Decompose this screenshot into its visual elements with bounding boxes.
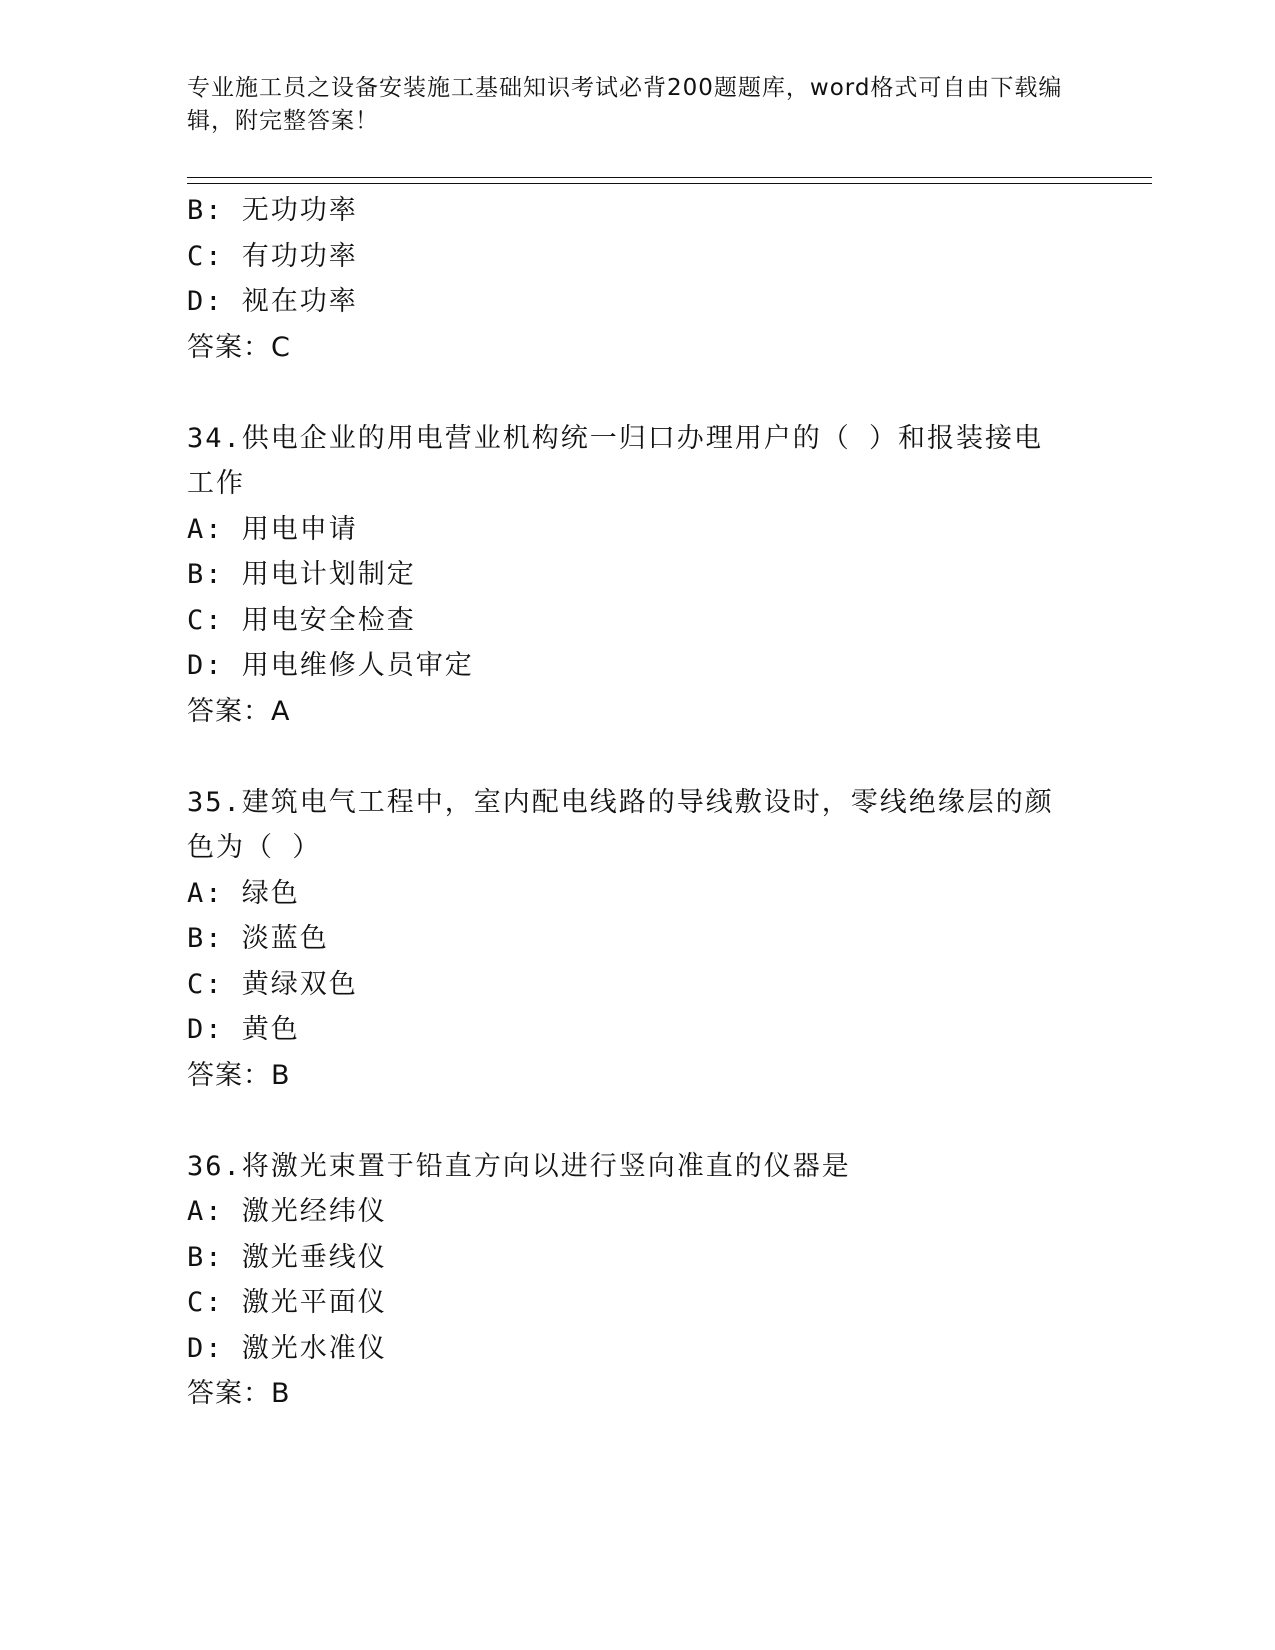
question-text: 36.将激光束置于铅直方向以进行竖向准直的仪器是	[187, 1150, 851, 1182]
option-b: B: 淡蓝色	[187, 923, 329, 954]
question-34	[187, 416, 1087, 735]
spacer	[187, 370, 1087, 416]
question-text: 34.供电企业的用电营业机构统一归口办理用户的（ ）和报装接电工作	[187, 422, 1044, 499]
answer-line: 答案：B	[187, 1059, 291, 1091]
document-header: 专业施工员之设备安装施工基础知识考试必背200题题库，word格式可自由下载编辑，附完整答案！	[187, 75, 1063, 134]
option-c: C: 黄绿双色	[187, 968, 358, 1000]
spacer	[187, 1098, 1087, 1144]
option-a: A: 绿色	[187, 877, 300, 909]
option-c: C: 有功功率	[187, 240, 358, 272]
question-text: 35.建筑电气工程中，室内配电线路的导线敷设时，零线绝缘层的颜色为（ ）	[187, 786, 1054, 863]
option-b: B: 用电计划制定	[187, 559, 416, 590]
option-d: D: 视在功率	[187, 286, 358, 317]
option-d: D: 用电维修人员审定	[187, 650, 474, 681]
option-b: B: 无功功率	[187, 195, 358, 226]
option-a: A: 用电申请	[187, 513, 358, 545]
header-divider-top	[187, 177, 1152, 178]
option-c: C: 激光平面仪	[187, 1287, 387, 1318]
question-35	[187, 780, 1087, 1099]
answer-line: 答案：C	[187, 331, 291, 363]
question-33-tail	[187, 188, 1087, 370]
answer-line: 答案：A	[187, 695, 291, 727]
question-content	[187, 188, 1087, 1417]
option-d: D: 激光水准仪	[187, 1332, 387, 1364]
spacer	[187, 734, 1087, 780]
option-d: D: 黄色	[187, 1014, 300, 1045]
option-c: C: 用电安全检查	[187, 604, 416, 636]
option-a: A: 激光经纬仪	[187, 1196, 387, 1227]
header-divider-bottom	[187, 183, 1152, 184]
question-36	[187, 1144, 1087, 1417]
answer-line: 答案：B	[187, 1378, 291, 1409]
option-b: B: 激光垂线仪	[187, 1241, 387, 1273]
